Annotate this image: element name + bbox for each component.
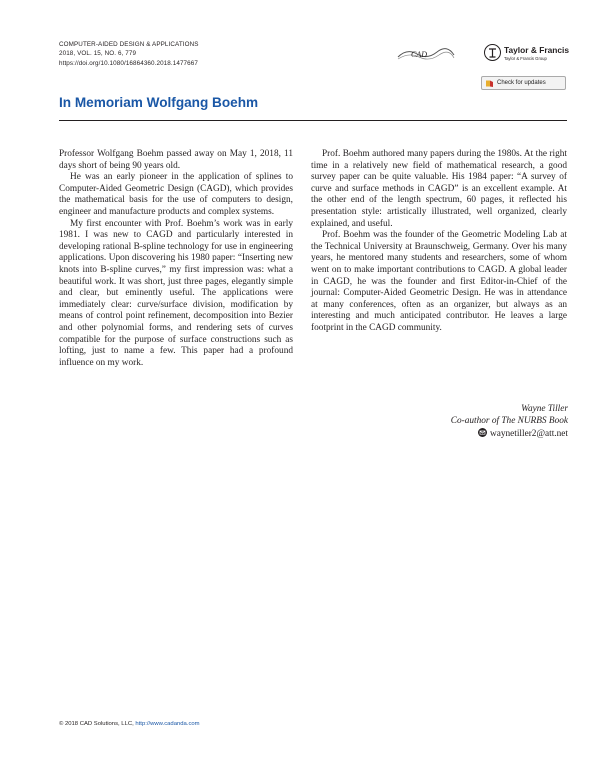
doi-link[interactable]: https://doi.org/10.1080/16864360.2018.1477667 [59, 59, 198, 67]
check-updates-label: Check for updates [497, 80, 546, 86]
paragraph: Professor Wolfgang Boehm passed away on May 1, 2018, 11 days short of being 90 years old. [59, 149, 293, 171]
paragraph: Prof. Boehm was the founder of the Geometric Modeling Lab at the Technical University at Braunschweig, Germany. Over his many years, he mentored many students and researchers, some of whom went on to make important contributions to CAGD. A global leader in CAGD, he was the founder and first Editor-in-Chief of the journal: Computer-Aided Geometric Design. He was in attendance at many conferences, often as an organizer, but always as an interesting and much anticipated contributor. He leaves a large footprint in the CAGD community. [311, 230, 567, 333]
paragraph: Prof. Boehm authored many papers during the 1980s. At the right time in a relatively new field of mathematical research, a good survey paper can be quite valuable. His 1984 paper: “A survey of curve and surface methods in CAGD” is an excellent example. At the other end of the length spectrum, 60 pages, it reflected his presentation style: artistically illustrated, well organized, clearly explained, and useful. [311, 149, 567, 229]
left-column [59, 149, 293, 369]
journal-logo-text: CAD [411, 50, 427, 59]
journal-logo [397, 46, 455, 62]
publisher-logo [484, 43, 570, 65]
paragraph: He was an early pioneer in the application of splines to Computer-Aided Geometric Design (CAGD), which provides the mathematical basis for the use of computers to design, engineer and manufacture products and complex systems. [59, 172, 293, 217]
check-updates-icon [485, 79, 494, 88]
publisher-emblem-icon [484, 44, 501, 61]
paragraph: My first encounter with Prof. Boehm’s work was in early 1981. I was new to CAGD and particularly interested in developing rational B-spline technology for use in engineering applications. Upon discovering his 1980 paper: “Inserting new knots into B-spline curves,” my first impression was: what a beautiful work. It was short, just three pages, elegantly simple and clear, but eminently useful. The applications were immediately clear: curve/surface division, modification by means of control point refinement, decomposition into Bezier and other polynomial forms, and rendering sets of curves compatible for the purpose of surface constructions such as lofting, just to name a few. This paper had a profound influence on my work. [59, 218, 293, 368]
author-email-line [340, 428, 568, 440]
publisher-name: Taylor & Francis [504, 45, 570, 55]
journal-name: COMPUTER-AIDED DESIGN & APPLICATIONS [59, 41, 199, 48]
journal-header [59, 40, 359, 68]
footer-copyright: © 2018 CAD Solutions, LLC, [59, 721, 136, 727]
publisher-group: Taylor & Francis Group [504, 56, 547, 61]
author-role: Co-author of The NURBS Book [450, 416, 568, 427]
author-name: Wayne Tiller [521, 404, 568, 414]
signature-block [340, 403, 568, 440]
author-email-link[interactable]: waynetiller2@att.net [489, 428, 568, 439]
title-divider [59, 120, 567, 121]
check-for-updates-button[interactable] [481, 76, 566, 90]
page-footer [59, 721, 200, 727]
right-column [311, 149, 567, 335]
email-icon [478, 428, 487, 437]
footer-link[interactable]: http://www.cadanda.com [135, 721, 200, 727]
article-title: In Memoriam Wolfgang Boehm [59, 95, 259, 110]
volume-info: 2018, VOL. 15, NO. 6, 779 [59, 50, 137, 58]
